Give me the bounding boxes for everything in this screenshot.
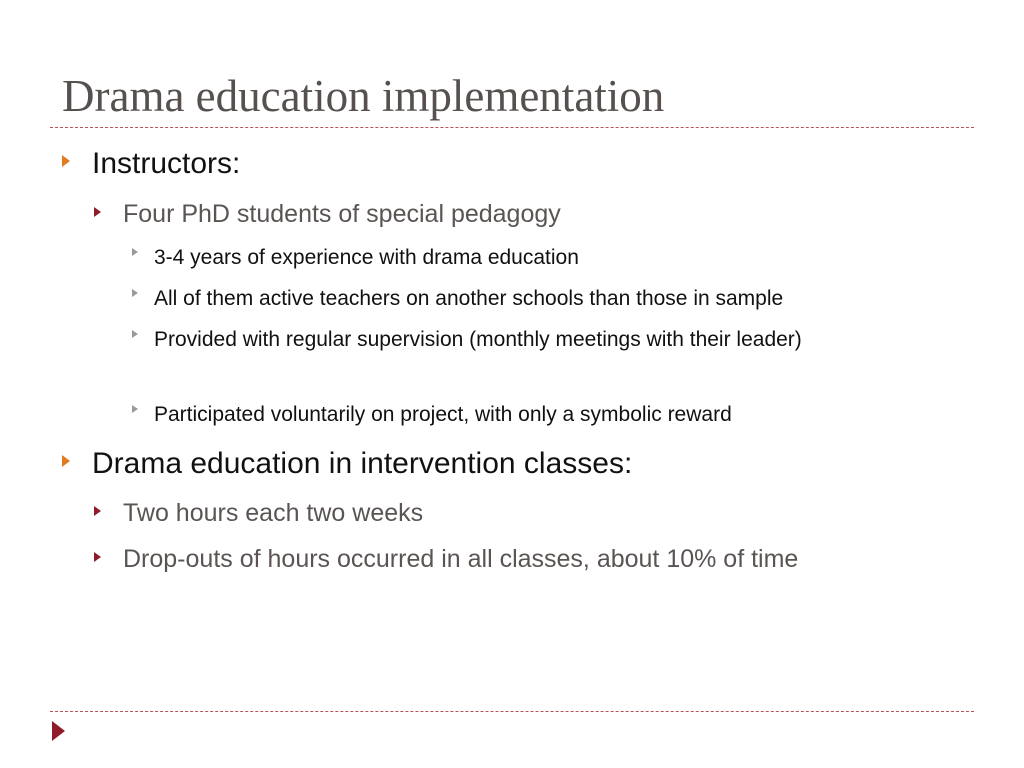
title-divider — [50, 127, 974, 128]
bullet-arrow-icon — [132, 405, 138, 413]
bullet-voluntary — [154, 398, 732, 432]
bullet-arrow-icon — [132, 248, 138, 256]
corner-arrow-icon — [52, 721, 65, 741]
bullet-text: 3-4 years of experience with drama education — [154, 246, 579, 269]
bullet-arrow-icon — [94, 552, 101, 562]
bullet-arrow-icon — [94, 506, 101, 516]
bullet-arrow-icon — [62, 455, 70, 467]
slide-title: Drama education implementation — [62, 71, 665, 121]
bullet-active-teachers — [154, 282, 783, 316]
bullet-experience — [154, 241, 579, 275]
bullet-text: Provided with regular supervision (monthly meetings with their leader) — [154, 328, 802, 351]
bullet-instructors — [92, 146, 240, 182]
bullet-text: Instructors: — [92, 147, 241, 180]
bullet-supervision — [154, 323, 924, 357]
bullet-two-hours — [123, 497, 423, 529]
bullet-phd-students — [123, 198, 561, 230]
bullet-text: Drop-outs of hours occurred in all classes, about 10% of time — [123, 545, 799, 573]
bullet-text: Four PhD students of special pedagogy — [123, 200, 561, 228]
bullet-arrow-icon — [132, 330, 138, 338]
bullet-text: Two hours each two weeks — [123, 499, 424, 527]
footer-divider — [50, 711, 974, 712]
bullet-arrow-icon — [62, 155, 70, 167]
bullet-text: All of them active teachers on another schools than those in sample — [154, 287, 784, 310]
bullet-text: Drama education in intervention classes: — [92, 447, 633, 480]
bullet-text: Participated voluntarily on project, with only a symbolic reward — [154, 403, 732, 426]
bullet-arrow-icon — [94, 207, 101, 217]
bullet-dropouts — [123, 543, 798, 575]
bullet-intervention — [92, 446, 632, 482]
bullet-arrow-icon — [132, 289, 138, 297]
